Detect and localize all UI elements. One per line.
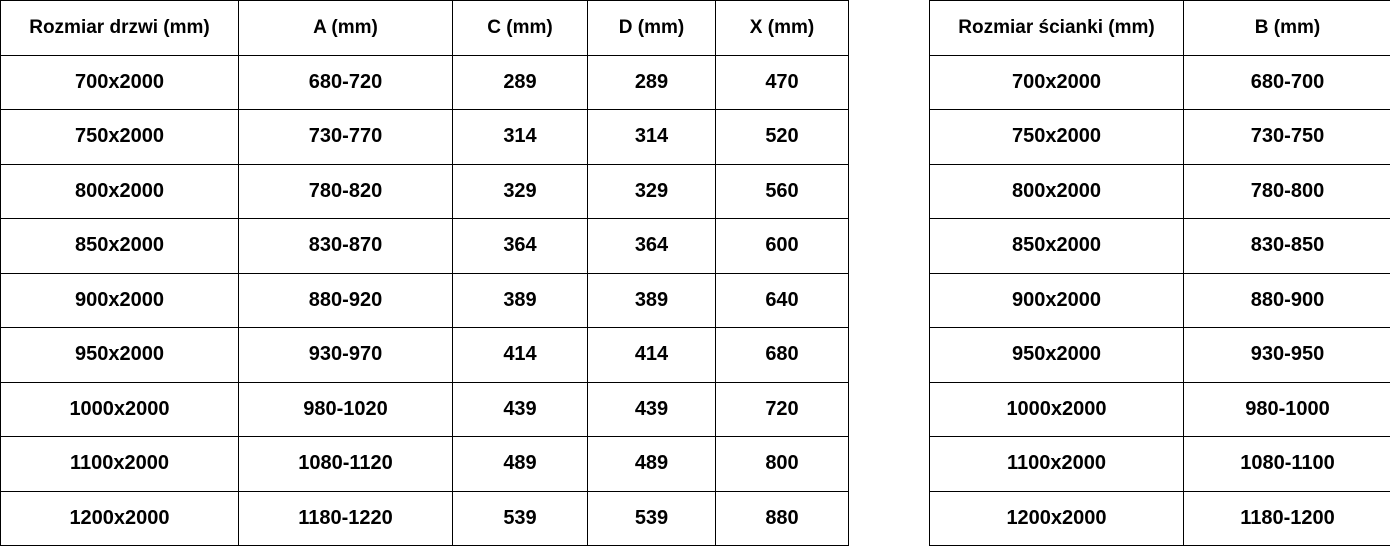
table-row (930, 328, 1390, 383)
cell-a: 780-820 (239, 164, 453, 219)
cell-wall-size: 1100x2000 (930, 437, 1184, 492)
table-header-row (1, 1, 849, 56)
cell-b: 980-1000 (1184, 382, 1390, 437)
table-row (930, 219, 1390, 274)
cell-d: 364 (588, 219, 716, 274)
cell-wall-size: 900x2000 (930, 273, 1184, 328)
cell-door-size: 900x2000 (1, 273, 239, 328)
cell-b: 1080-1100 (1184, 437, 1390, 492)
cell-wall-size: 750x2000 (930, 110, 1184, 165)
table-row (1, 491, 849, 546)
table-row (1, 219, 849, 274)
cell-b: 830-850 (1184, 219, 1390, 274)
cell-x: 800 (716, 437, 849, 492)
cell-x: 680 (716, 328, 849, 383)
cell-door-size: 1200x2000 (1, 491, 239, 546)
cell-x: 600 (716, 219, 849, 274)
table-row (1, 55, 849, 110)
cell-d: 539 (588, 491, 716, 546)
table-row (1, 382, 849, 437)
table-row (1, 328, 849, 383)
cell-c: 389 (453, 273, 588, 328)
table-row (930, 55, 1390, 110)
table-row (930, 164, 1390, 219)
cell-b: 880-900 (1184, 273, 1390, 328)
table-row (1, 110, 849, 165)
cell-d: 314 (588, 110, 716, 165)
cell-wall-size: 800x2000 (930, 164, 1184, 219)
cell-x: 640 (716, 273, 849, 328)
cell-c: 329 (453, 164, 588, 219)
table-row (930, 437, 1390, 492)
cell-a: 880-920 (239, 273, 453, 328)
cell-wall-size: 1200x2000 (930, 491, 1184, 546)
column-header-b: B (mm) (1184, 1, 1390, 56)
cell-c: 364 (453, 219, 588, 274)
cell-door-size: 800x2000 (1, 164, 239, 219)
table-row (930, 110, 1390, 165)
cell-d: 289 (588, 55, 716, 110)
cell-b: 930-950 (1184, 328, 1390, 383)
table-row (930, 382, 1390, 437)
wall-dimensions-table (929, 0, 1390, 546)
cell-c: 439 (453, 382, 588, 437)
cell-b: 1180-1200 (1184, 491, 1390, 546)
cell-x: 720 (716, 382, 849, 437)
cell-x: 560 (716, 164, 849, 219)
cell-x: 520 (716, 110, 849, 165)
column-header-x: X (mm) (716, 1, 849, 56)
column-header-door-size: Rozmiar drzwi (mm) (1, 1, 239, 56)
cell-x: 880 (716, 491, 849, 546)
cell-x: 470 (716, 55, 849, 110)
table-row (930, 273, 1390, 328)
cell-wall-size: 850x2000 (930, 219, 1184, 274)
cell-door-size: 1000x2000 (1, 382, 239, 437)
cell-c: 539 (453, 491, 588, 546)
cell-d: 414 (588, 328, 716, 383)
table-row (1, 273, 849, 328)
cell-a: 930-970 (239, 328, 453, 383)
cell-wall-size: 950x2000 (930, 328, 1184, 383)
cell-a: 980-1020 (239, 382, 453, 437)
cell-c: 414 (453, 328, 588, 383)
cell-c: 289 (453, 55, 588, 110)
column-header-wall-size: Rozmiar ścianki (mm) (930, 1, 1184, 56)
cell-a: 830-870 (239, 219, 453, 274)
table-header-row (930, 1, 1390, 56)
column-header-d: D (mm) (588, 1, 716, 56)
cell-door-size: 750x2000 (1, 110, 239, 165)
cell-a: 680-720 (239, 55, 453, 110)
column-header-c: C (mm) (453, 1, 588, 56)
cell-door-size: 1100x2000 (1, 437, 239, 492)
table-row (1, 437, 849, 492)
table-row (1, 164, 849, 219)
cell-door-size: 700x2000 (1, 55, 239, 110)
cell-d: 489 (588, 437, 716, 492)
cell-wall-size: 1000x2000 (930, 382, 1184, 437)
cell-d: 329 (588, 164, 716, 219)
cell-b: 730-750 (1184, 110, 1390, 165)
cell-a: 1080-1120 (239, 437, 453, 492)
cell-c: 489 (453, 437, 588, 492)
cell-b: 680-700 (1184, 55, 1390, 110)
cell-wall-size: 700x2000 (930, 55, 1184, 110)
cell-door-size: 950x2000 (1, 328, 239, 383)
cell-d: 389 (588, 273, 716, 328)
cell-b: 780-800 (1184, 164, 1390, 219)
cell-a: 730-770 (239, 110, 453, 165)
table-row (930, 491, 1390, 546)
cell-d: 439 (588, 382, 716, 437)
cell-c: 314 (453, 110, 588, 165)
cell-a: 1180-1220 (239, 491, 453, 546)
cell-door-size: 850x2000 (1, 219, 239, 274)
column-header-a: A (mm) (239, 1, 453, 56)
